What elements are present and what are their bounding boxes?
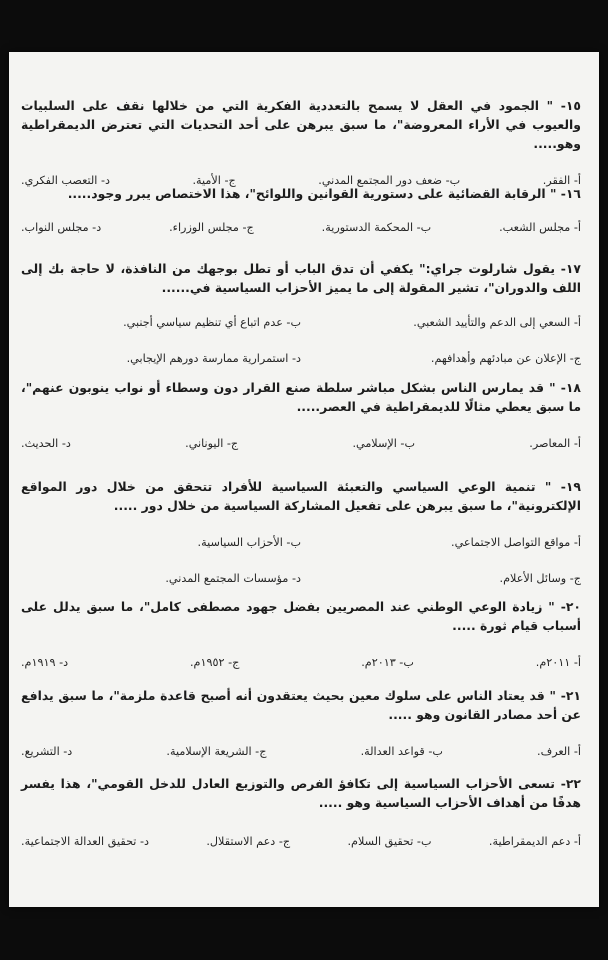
- question-19: [21, 477, 581, 587]
- options-row: [21, 744, 581, 760]
- option-d[interactable]: د- استمرارية ممارسة دورهم الإيجابي.: [126, 352, 301, 365]
- option-a[interactable]: أ- دعم الديمقراطية.: [488, 835, 581, 848]
- option-c[interactable]: ج- وسائل الأعلام.: [499, 572, 581, 585]
- option-a[interactable]: أ- المعاصر.: [529, 437, 581, 450]
- option-b[interactable]: ب- ٢٠١٣م.: [361, 656, 414, 669]
- question-stem: ١٩- " تنمية الوعي السياسي والتعبئة السياسية للأفراد تتحقق من خلال دور المواقع الإلكترونية"، ما سبق يبرهن على تفعيل المشاركة السياسية من خلال دور .....: [21, 479, 581, 513]
- option-c[interactable]: ج- اليوناني.: [185, 437, 239, 450]
- option-c[interactable]: ج- دعم الاستقلال.: [206, 835, 291, 848]
- option-c[interactable]: ج- الأمية.: [192, 174, 236, 187]
- option-c[interactable]: ج- مجلس الوزراء.: [169, 221, 254, 234]
- option-b[interactable]: ب- الإسلامي.: [352, 437, 415, 450]
- option-b[interactable]: ب- قواعد العدالة.: [360, 745, 443, 758]
- question-22: [21, 774, 581, 850]
- options-row: [21, 834, 581, 850]
- question-18: [21, 378, 581, 452]
- question-17: [21, 259, 581, 367]
- question-stem: ٢١- " قد يعتاد الناس على سلوك معين بحيث يعتقدون أنه أصبح قاعدة ملزمة"، ما سبق يدافع عن أحد مصادر القانون وهو .....: [21, 688, 581, 722]
- question-21: [21, 686, 581, 760]
- option-b[interactable]: ب- تحقيق السلام.: [347, 835, 432, 848]
- question-20: [21, 597, 581, 671]
- option-b[interactable]: ب- الأحزاب السياسية.: [197, 536, 301, 549]
- option-d[interactable]: د- التشريع.: [21, 745, 73, 758]
- option-a[interactable]: أ- ٢٠١١م.: [535, 656, 581, 669]
- options-grid: [21, 315, 581, 367]
- question-stem: ١٨- " قد يمارس الناس بشكل مباشر سلطة صنع القرار دون وسطاء أو نواب ينوبون عنهم"، ما سبق يعطي مثالًا للديمقراطية في العصر.....: [21, 380, 581, 414]
- options-row: [21, 436, 581, 452]
- options-row: [21, 220, 581, 236]
- option-a[interactable]: أ- العرف.: [537, 745, 581, 758]
- option-c[interactable]: ج- الشريعة الإسلامية.: [166, 745, 267, 758]
- option-b[interactable]: ب- ضعف دور المجتمع المدني.: [318, 174, 461, 187]
- option-c[interactable]: ج- ١٩٥٢م.: [189, 656, 240, 669]
- option-d[interactable]: د- مؤسسات المجتمع المدني.: [165, 572, 301, 585]
- option-d[interactable]: د- تحقيق العدالة الاجتماعية.: [21, 835, 149, 848]
- option-b[interactable]: ب- المحكمة الدستورية.: [321, 221, 432, 234]
- question-stem: ١٦- " الرقابة القضائية على دستورية القوانين واللوائح"، هذا الاختصاص يبرر وجود.....: [67, 186, 581, 201]
- options-grid: [21, 535, 581, 587]
- option-d[interactable]: د- الحديث.: [21, 437, 71, 450]
- question-stem: ٢٠- " زيادة الوعي الوطني عند المصريين بفضل جهود مصطفى كامل"، ما سبق يدلل على أسباب قيام ثورة .....: [21, 599, 581, 633]
- option-a[interactable]: أ- مجلس الشعب.: [499, 221, 581, 234]
- option-d[interactable]: د- مجلس النواب.: [21, 221, 102, 234]
- question-15: [21, 96, 581, 189]
- question-stem: ١٧- يقول شارلوت جراي:" يكفي أن تدق الباب أو تطل بوجهك من النافذة، لا حاجة بك إلى اللف والدوران"، تشير المقولة إلى ما يميز الأحزاب السياسية في......: [21, 261, 581, 295]
- option-a[interactable]: أ- الفقر.: [542, 174, 581, 187]
- option-a[interactable]: أ- السعي إلى الدعم والتأييد الشعبي.: [413, 316, 581, 329]
- question-16: [21, 184, 581, 236]
- option-a[interactable]: أ- مواقع التواصل الاجتماعي.: [451, 536, 581, 549]
- exam-page: [9, 52, 599, 907]
- option-d[interactable]: د- ١٩١٩م.: [21, 656, 69, 669]
- option-c[interactable]: ج- الإعلان عن مبادئهم وأهدافهم.: [430, 352, 581, 365]
- option-b[interactable]: ب- عدم اتباع أي تنظيم سياسي أجنبي.: [123, 316, 301, 329]
- question-stem: ١٥- " الجمود في العقل لا يسمح بالتعددية الفكرية التي من خلالها نقف على السلبيات والعيوب في الأراء المعروضة"، ما سبق يبرهن على أحد التحديات التي تعترض الديمقراطية وهو.....: [21, 98, 581, 151]
- options-row: [21, 655, 581, 671]
- option-d[interactable]: د- التعصب الفكري.: [21, 174, 110, 187]
- question-stem: ٢٢- تسعى الأحزاب السياسية إلى تكافؤ الفرص والتوزيع العادل للدخل القومي"، هذا يفسر هدفًا من أهداف الأحزاب السياسية وهو .....: [21, 776, 581, 810]
